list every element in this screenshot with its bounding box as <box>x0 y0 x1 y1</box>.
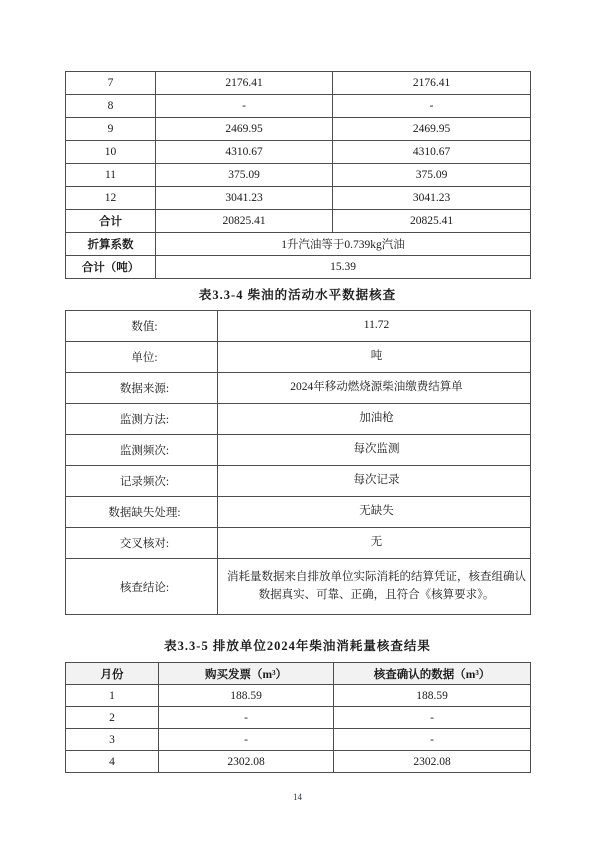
month-cell: 2 <box>66 707 159 729</box>
value-cell: 2176.41 <box>333 72 531 95</box>
field-value-cell: 无缺失 <box>218 497 531 528</box>
table-row <box>66 373 531 404</box>
value-cell: 3041.23 <box>333 187 531 210</box>
confirmed-cell: - <box>334 729 531 751</box>
month-cell: 3 <box>66 729 159 751</box>
table-row <box>66 751 531 773</box>
field-label-cell: 监测频次: <box>66 435 218 466</box>
month-cell: 7 <box>66 72 156 95</box>
conversion-factor-row <box>66 233 531 256</box>
month-cell: 8 <box>66 95 156 118</box>
gasoline-monthly-table <box>65 71 531 279</box>
invoice-cell: - <box>159 707 334 729</box>
invoice-cell: 2302.08 <box>159 751 334 773</box>
table-row <box>66 707 531 729</box>
table-row <box>66 72 531 95</box>
value-cell: 2469.95 <box>333 118 531 141</box>
table-row <box>66 95 531 118</box>
field-label-cell: 交叉核对: <box>66 528 218 559</box>
field-value-cell: 消耗量数据来自排放单位实际消耗的结算凭证，核查组确认数据真实、可靠、正确，且符合《核算要求》。 <box>218 559 531 615</box>
confirmed-header-cell: 核查确认的数据（m³） <box>334 663 531 685</box>
month-cell: 1 <box>66 685 159 707</box>
month-cell: 12 <box>66 187 156 210</box>
month-cell: 9 <box>66 118 156 141</box>
field-label-cell: 数据缺失处理: <box>66 497 218 528</box>
value-cell: 20825.41 <box>156 210 333 233</box>
value-cell: 2469.95 <box>156 118 333 141</box>
month-header-cell: 月份 <box>66 663 159 685</box>
field-label-cell: 监测方法: <box>66 404 218 435</box>
field-value-cell: 无 <box>218 528 531 559</box>
conversion-label-cell: 折算系数 <box>66 233 156 256</box>
value-cell: 4310.67 <box>333 141 531 164</box>
page-content <box>65 0 530 802</box>
field-value-cell: 加油枪 <box>218 404 531 435</box>
field-value-cell: 11.72 <box>218 311 531 342</box>
month-cell: 10 <box>66 141 156 164</box>
table-row <box>66 404 531 435</box>
table-row <box>66 342 531 373</box>
table-row <box>66 466 531 497</box>
invoice-cell: - <box>159 729 334 751</box>
value-cell: 2176.41 <box>156 72 333 95</box>
table-row <box>66 497 531 528</box>
table-row <box>66 528 531 559</box>
confirmed-cell: 2302.08 <box>334 751 531 773</box>
total-row <box>66 210 531 233</box>
month-cell: 11 <box>66 164 156 187</box>
month-cell: 4 <box>66 751 159 773</box>
table-row <box>66 187 531 210</box>
page-number: 14 <box>293 792 302 802</box>
confirmed-cell: 188.59 <box>334 685 531 707</box>
table-row <box>66 311 531 342</box>
table-row <box>66 685 531 707</box>
table-335-title: 表3.3-5 排放单位2024年柴油消耗量核查结果 <box>164 639 431 653</box>
invoice-cell: 188.59 <box>159 685 334 707</box>
invoice-header-cell: 购买发票（m³） <box>159 663 334 685</box>
header-row <box>66 663 531 685</box>
conversion-value-cell: 1升汽油等于0.739kg汽油 <box>156 233 531 256</box>
table-334-title: 表3.3-4 柴油的活动水平数据核查 <box>198 288 397 302</box>
value-cell: 20825.41 <box>333 210 531 233</box>
value-cell: - <box>333 95 531 118</box>
diesel-activity-table <box>65 310 531 615</box>
table-row <box>66 729 531 751</box>
table-row <box>66 164 531 187</box>
value-cell: - <box>156 95 333 118</box>
diesel-consumption-table <box>65 662 531 773</box>
confirmed-cell: - <box>334 707 531 729</box>
field-label-cell: 数值: <box>66 311 218 342</box>
field-value-cell: 吨 <box>218 342 531 373</box>
field-value-cell: 每次记录 <box>218 466 531 497</box>
field-label-cell: 单位: <box>66 342 218 373</box>
value-cell: 3041.23 <box>156 187 333 210</box>
field-label-cell: 核查结论: <box>66 559 218 615</box>
field-label-cell: 记录频次: <box>66 466 218 497</box>
total-tons-value-cell: 15.39 <box>156 256 531 279</box>
value-cell: 4310.67 <box>156 141 333 164</box>
value-cell: 375.09 <box>156 164 333 187</box>
table-row <box>66 141 531 164</box>
total-tons-label-cell: 合计（吨） <box>66 256 156 279</box>
conclusion-row <box>66 559 531 615</box>
field-value-cell: 每次监测 <box>218 435 531 466</box>
total-label-cell: 合计 <box>66 210 156 233</box>
table-row <box>66 435 531 466</box>
total-tons-row <box>66 256 531 279</box>
value-cell: 375.09 <box>333 164 531 187</box>
field-label-cell: 数据来源: <box>66 373 218 404</box>
field-value-cell: 2024年移动燃烧源柴油缴费结算单 <box>218 373 531 404</box>
table-row <box>66 118 531 141</box>
